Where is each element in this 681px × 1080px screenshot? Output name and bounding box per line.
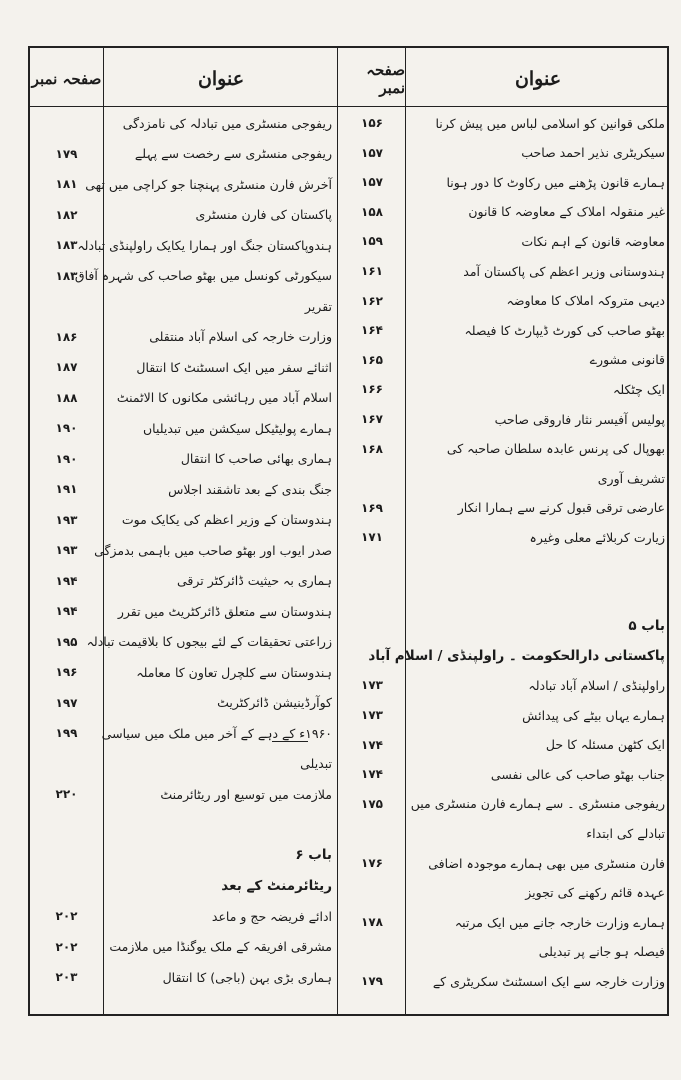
entry-page-number: ۱۸۳ bbox=[55, 268, 78, 283]
toc-entry bbox=[30, 478, 337, 500]
entry-page-number: ۱۵۹ bbox=[361, 234, 383, 249]
entry-title: جنگ بندی کے بعد تاشقند اجلاس bbox=[168, 481, 332, 497]
entry-title: بھٹو صاحب کی کورٹ ڈیپارٹ کا فیصلہ bbox=[464, 322, 665, 338]
toc-entry bbox=[30, 753, 337, 775]
toc-entry bbox=[30, 600, 337, 622]
entry-title: پولیس آفیسر نثار فاروقی صاحب bbox=[494, 411, 665, 427]
entry-title: کوآرڈینیشن ڈائرکٹریٹ bbox=[217, 695, 332, 710]
toc-entry bbox=[339, 674, 669, 696]
chapter-heading: باب ۶ bbox=[295, 847, 332, 863]
entry-page-number: ۱۹۹ bbox=[55, 726, 78, 740]
toc-entry bbox=[339, 467, 669, 489]
toc-entry bbox=[339, 290, 669, 312]
toc-entry bbox=[30, 417, 337, 439]
entry-page-number: ۱۷۱ bbox=[361, 530, 383, 545]
entry-title: قانونی مشورے bbox=[589, 352, 665, 368]
entry-page-number: ۱۵۷ bbox=[361, 145, 383, 160]
entry-title: ریفوجی منسٹری میں تبادلہ کی نامزدگی bbox=[122, 115, 332, 131]
entry-page-number: ۱۷۳ bbox=[361, 708, 383, 722]
left-toc-column bbox=[30, 106, 337, 1006]
toc-entry bbox=[339, 526, 669, 548]
entry-title: وزارت خارجہ سے ایک اسسٹنٹ سکریٹری کے bbox=[432, 973, 665, 989]
entry-title: آخرش فارن منسٹری پہنچنا جو کراچی میں تھی bbox=[85, 176, 332, 192]
entry-title: ریفوجی منسٹری ۔ سے ہمارے فارن منسٹری میں bbox=[410, 796, 665, 812]
entry-title: زراعتی تحقیقات کے لئے بیجوں کا بلاقیمت تبادلہ bbox=[86, 634, 332, 649]
entry-title: جناب بھٹو صاحب کی عالی نفسی bbox=[490, 766, 665, 782]
toc-entry bbox=[339, 171, 669, 193]
entry-page-number: ۱۹۰ bbox=[55, 451, 78, 466]
entry-title: ۱۹۶۰ء کے دہے کے آخر میں ملک میں سیاسی bbox=[101, 725, 332, 741]
entry-page-number: ۲۲۰ bbox=[55, 787, 78, 801]
entry-page-number: ۱۹۱ bbox=[55, 482, 78, 496]
entry-page-number: ۱۶۹ bbox=[361, 500, 383, 515]
entry-title: غیر منقولہ املاک کے معاوضہ کا قانون bbox=[468, 204, 665, 220]
toc-entry bbox=[30, 570, 337, 592]
toc-entry bbox=[339, 852, 669, 874]
toc-entry bbox=[339, 793, 669, 815]
entry-title: صدر ایوب اور بھٹو صاحب میں باہمی بدمزگی bbox=[94, 542, 332, 558]
entry-page-number: ۱۶۲ bbox=[361, 293, 383, 308]
entry-page-number: ۱۷۴ bbox=[361, 767, 383, 782]
chapter-heading: ریٹائرمنٹ کے بعد bbox=[221, 877, 332, 894]
entry-page-number: ۲۰۲ bbox=[55, 909, 78, 923]
entry-page-number: ۱۶۵ bbox=[361, 352, 383, 367]
entry-title: ایک چٹکلہ bbox=[613, 381, 665, 397]
header-left-page: صفحہ نمبر bbox=[31, 70, 102, 88]
toc-entry bbox=[339, 142, 669, 164]
entry-title: ملازمت میں توسیع اور ریٹائرمنٹ bbox=[160, 786, 332, 802]
toc-entry bbox=[339, 556, 669, 578]
entry-page-number: ۱۶۶ bbox=[361, 382, 383, 397]
toc-entry bbox=[339, 882, 669, 904]
toc-entry bbox=[30, 966, 337, 988]
toc-entry bbox=[339, 734, 669, 756]
entry-title: ہماری بھائی صاحب کا انتقال bbox=[180, 451, 332, 466]
entry-title: ملکی قوانین کو اسلامی لباس میں پیش کرنا bbox=[435, 115, 665, 131]
entry-page-number: ۱۸۸ bbox=[55, 390, 78, 405]
toc-entry bbox=[30, 448, 337, 470]
entry-page-number: ۱۵۶ bbox=[361, 116, 383, 130]
entry-page-number: ۱۷۵ bbox=[361, 796, 383, 811]
entry-page-number: ۱۹۳ bbox=[55, 543, 78, 557]
entry-title: تشریف آوری bbox=[597, 470, 665, 486]
entry-title: فارن منسٹری میں بھی ہمارے موجودہ اضافی bbox=[428, 855, 665, 871]
toc-entry bbox=[30, 509, 337, 531]
entry-title: عہدہ قائم رکھنے کی تجویز bbox=[525, 885, 665, 901]
toc-entry bbox=[339, 615, 669, 637]
entry-title: اثنائے سفر میں ایک اسسٹنٹ کا انتقال bbox=[136, 359, 332, 375]
entry-page-number: ۱۶۱ bbox=[361, 264, 383, 278]
toc-entry bbox=[30, 265, 337, 287]
entry-page-number: ۱۸۳ bbox=[55, 238, 78, 252]
toc-entry bbox=[30, 356, 337, 378]
toc-entry bbox=[339, 941, 669, 963]
toc-entry bbox=[339, 763, 669, 785]
entry-page-number: ۱۹۳ bbox=[55, 512, 78, 527]
toc-entry bbox=[339, 408, 669, 430]
entry-page-number: ۱۸۱ bbox=[55, 177, 78, 191]
entry-page-number: ۱۷۹ bbox=[361, 974, 383, 989]
entry-title: اسلام آباد میں رہائشی مکانوں کا الاٹمنٹ bbox=[116, 390, 332, 405]
entry-title: ہمارے پولیٹیکل سیکشن میں تبدیلیاں bbox=[142, 420, 332, 436]
entry-title: تقریر bbox=[304, 298, 332, 314]
toc-entry bbox=[30, 783, 337, 805]
entry-title: تبادلے کی ابتداء bbox=[586, 825, 665, 841]
entry-title: سیکورٹی کونسل میں بھٹو صاحب کی شہرہ آفاق bbox=[74, 268, 332, 283]
entry-page-number: ۱۹۵ bbox=[55, 634, 78, 649]
right-toc-column bbox=[339, 106, 669, 1006]
entry-page-number: ۱۷۳ bbox=[361, 678, 383, 693]
entry-title: ہندوپاکستان جنگ اور ہمارا یکایک راولپنڈی تبادلہ bbox=[77, 237, 332, 253]
entry-title: ہندوستان سے کلچرل تعاون کا معاملہ bbox=[136, 664, 332, 680]
toc-entry bbox=[339, 497, 669, 519]
entry-page-number: ۱۹۶ bbox=[55, 665, 78, 679]
entry-page-number: ۱۹۷ bbox=[55, 695, 78, 710]
entry-page-number: ۱۵۷ bbox=[361, 175, 383, 190]
toc-entry bbox=[339, 822, 669, 844]
entry-page-number: ۱۶۴ bbox=[361, 323, 383, 338]
toc-entry bbox=[30, 936, 337, 958]
entry-page-number: ۱۷۶ bbox=[361, 856, 383, 870]
entry-page-number: ۱۶۷ bbox=[361, 412, 383, 426]
entry-title: وزارت خارجہ کی اسلام آباد منتقلی bbox=[149, 329, 332, 344]
toc-entry bbox=[30, 905, 337, 927]
toc-entry bbox=[339, 438, 669, 460]
toc-entry bbox=[339, 586, 669, 608]
toc-entry bbox=[30, 143, 337, 165]
entry-page-number: ۱۷۹ bbox=[55, 146, 78, 161]
toc-entry bbox=[339, 378, 669, 400]
entry-title: تبدیلی bbox=[300, 756, 332, 771]
entry-title: ادائے فریضہ حج و ماعد bbox=[211, 908, 332, 924]
entry-title: ہماری بڑی بہن (باجی) کا انتقال bbox=[162, 969, 332, 985]
chapter-heading: پاکستانی دارالحکومت ۔ راولپنڈی / اسلام آباد bbox=[368, 647, 665, 664]
entry-title: معاوضہ قانون کے اہم نکات bbox=[521, 233, 665, 249]
entry-title: عارضی ترقی قبول کرنے سے ہمارا انکار bbox=[457, 500, 665, 516]
entry-title: سیکریٹری نذیر احمد صاحب bbox=[521, 145, 665, 161]
entry-page-number: ۲۰۳ bbox=[55, 970, 78, 984]
toc-entry bbox=[339, 911, 669, 933]
toc-entry bbox=[30, 692, 337, 714]
entry-page-number: ۱۷۸ bbox=[361, 915, 383, 930]
toc-entry bbox=[30, 875, 337, 897]
toc-entry bbox=[339, 645, 669, 667]
toc-entry bbox=[30, 387, 337, 409]
entry-page-number: ۱۶۸ bbox=[361, 441, 383, 456]
toc-entry bbox=[30, 661, 337, 683]
toc-entry bbox=[30, 539, 337, 561]
entry-title: پاکستان کی فارن منسٹری bbox=[195, 207, 332, 222]
entry-page-number: ۱۹۴ bbox=[55, 604, 78, 618]
entry-title: ہندوستانی وزیر اعظم کی پاکستان آمد bbox=[463, 263, 665, 279]
entry-title: زیارت کربلائے معلی وغیرہ bbox=[529, 529, 665, 545]
toc-entry bbox=[30, 326, 337, 348]
toc-entry bbox=[339, 704, 669, 726]
toc-entry bbox=[339, 112, 669, 134]
entry-title: بھوپال کی پرنس عابدہ سلطان صاحبہ کی bbox=[446, 441, 665, 457]
header-right-page: صفحہ نمبر bbox=[366, 61, 405, 97]
toc-entry bbox=[339, 349, 669, 371]
underline bbox=[272, 741, 308, 742]
entry-title: ایک کٹھن مسئلہ کا حل bbox=[545, 737, 665, 753]
toc-entry bbox=[30, 112, 337, 134]
entry-page-number: ۱۷۴ bbox=[361, 737, 383, 752]
entry-title: دیہی متروکہ املاک کا معاوضہ bbox=[506, 293, 665, 309]
entry-page-number: ۱۵۸ bbox=[361, 204, 383, 219]
entry-title: ہمارے وزارت خارجہ جانے میں ایک مرتبہ bbox=[454, 914, 665, 930]
chapter-heading: باب ۵ bbox=[628, 618, 665, 635]
table-of-contents bbox=[28, 46, 669, 1016]
toc-entry bbox=[30, 204, 337, 226]
entry-title: مشرقی افریقہ کے ملک یوگنڈا میں ملازمت bbox=[109, 939, 332, 954]
column-divider bbox=[337, 48, 338, 1014]
toc-entry bbox=[30, 234, 337, 256]
toc-entry bbox=[30, 844, 337, 866]
entry-page-number: ۲۰۲ bbox=[55, 939, 78, 954]
entry-title: ہمارے یہاں بیٹے کی پیدائش bbox=[522, 707, 665, 723]
toc-entry bbox=[339, 230, 669, 252]
entry-title: ہندوستان سے متعلق ڈائرکٹریٹ میں تقرر bbox=[117, 603, 332, 619]
entry-page-number: ۱۹۰ bbox=[55, 421, 78, 435]
toc-entry bbox=[30, 173, 337, 195]
toc-entry bbox=[339, 319, 669, 341]
entry-page-number: ۱۸۲ bbox=[55, 207, 78, 222]
toc-entry bbox=[339, 260, 669, 282]
entry-title: راولپنڈی / اسلام آباد تبادلہ bbox=[528, 677, 665, 693]
toc-entry bbox=[30, 295, 337, 317]
entry-page-number: ۱۸۷ bbox=[55, 360, 78, 374]
toc-entry bbox=[339, 970, 669, 992]
toc-entry bbox=[30, 722, 337, 744]
entry-title: ہماری بہ حیثیت ڈائرکٹر ترقی bbox=[177, 573, 332, 588]
header-left-title: عنوان bbox=[197, 68, 245, 90]
entry-page-number: ۱۹۴ bbox=[55, 573, 78, 588]
entry-title: ہمارے قانون پڑھنے میں رکاوٹ کا دور ہونا bbox=[446, 174, 665, 190]
header-right-title: عنوان bbox=[514, 68, 562, 90]
toc-entry bbox=[339, 201, 669, 223]
entry-page-number: ۱۸۶ bbox=[55, 329, 78, 344]
entry-title: ہندوستان کے وزیر اعظم کی یکایک موت bbox=[121, 512, 332, 527]
entry-title: ریفوجی منسٹری سے رخصت سے پہلے bbox=[134, 146, 332, 161]
entry-title: فیصلہ ہو جانے پر تبدیلی bbox=[538, 944, 665, 960]
toc-entry bbox=[30, 631, 337, 653]
toc-entry bbox=[30, 814, 337, 836]
